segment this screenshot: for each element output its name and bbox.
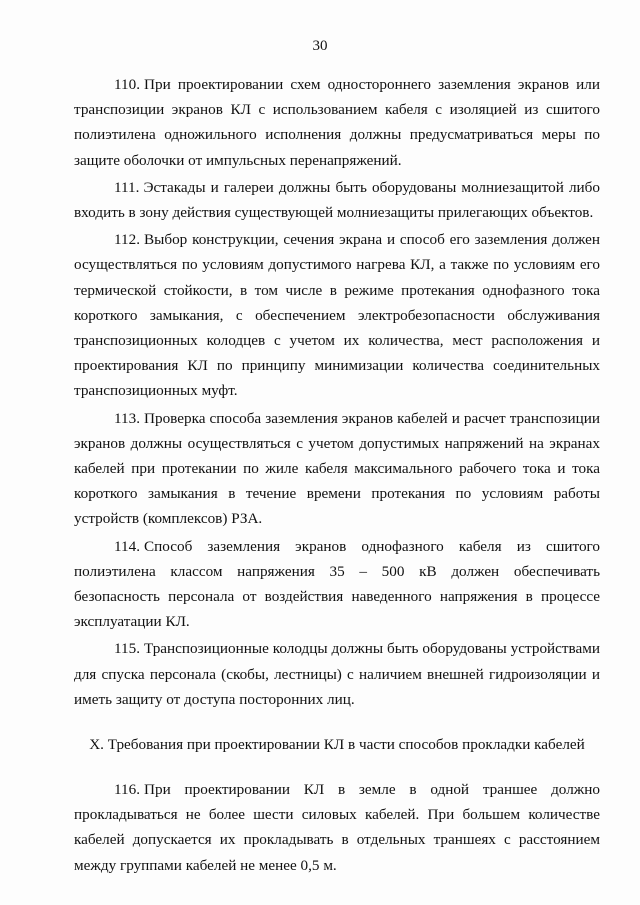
paragraph-number: 110. xyxy=(114,76,141,93)
paragraph-112 xyxy=(74,227,600,403)
paragraph-number: 111. xyxy=(114,178,140,196)
page-number: 30 xyxy=(312,38,328,54)
paragraph-115 xyxy=(74,636,600,712)
paragraph-number: 113. xyxy=(114,409,141,427)
paragraph-number: 112. xyxy=(114,231,141,249)
paragraph-number: 114. xyxy=(114,537,141,555)
paragraph-text: Проверка способа заземления экранов кабелей и расчет транспозиции экранов должны осуществляться с учетом допустимых напряжений на экранах кабелей при протекании по жиле кабеля максимального рабочего тока и тока короткого замыкания в течение времени протекания по условиям работы устройств (комплексов) РЗА. xyxy=(74,409,600,528)
paragraph-116 xyxy=(74,777,600,878)
section-heading: X. Требования при проектировании КЛ в части способов прокладки кабелей xyxy=(89,736,585,754)
paragraph-text: Выбор конструкции, сечения экрана и способ его заземления должен осуществляться по условиям допустимого нагрева КЛ, а также по условиям его термической стойкости, в том числе в режиме протекания однофазного тока короткого замыкания, с обеспечением электробезопасности обслуживания транспозиционных колодцев с учетом их количества, мест расположения и проектирования КЛ по принципу минимизации количества соединительных транспозиционных муфт. xyxy=(74,231,600,400)
paragraph-text: Транспозиционные колодцы должны быть оборудованы устройствами для спуска персонала (скобы, лестницы) с наличием внешней гидроизоляции и иметь защиту от доступа посторонних лиц. xyxy=(74,640,600,708)
paragraph-111 xyxy=(74,175,600,225)
paragraph-number: 115. xyxy=(114,640,141,658)
paragraph-113 xyxy=(74,406,600,532)
paragraph-110 xyxy=(74,72,600,173)
paragraph-text: При проектировании схем одностороннего заземления экранов или транспозиции экранов КЛ с использованием кабеля с изоляцией из сшитого полиэтилена одножильного исполнения должны предусматриваться меры по защите оболочки от импульсных перенапряжений. xyxy=(74,76,600,169)
document-body xyxy=(74,72,600,880)
paragraph-number: 116. xyxy=(114,781,141,799)
paragraph-text: При проектировании КЛ в земле в одной траншее должно прокладываться не более шести силовых кабелей. При большем количестве кабелей допускается их прокладывать в отдельных траншеях с расстоянием между группами кабелей не менее 0,5 м. xyxy=(74,781,600,874)
paragraph-text: Способ заземления экранов однофазного кабеля из сшитого полиэтилена классом напряжения 35 – 500 кВ должен обеспечивать безопасность персонала от воздействия наведенного напряжения в процессе эксплуатации КЛ. xyxy=(74,537,600,631)
paragraph-text: Эстакады и галереи должны быть оборудованы молниезащитой либо входить в зону действия существующей молниезащиты прилегающих объектов. xyxy=(74,178,600,222)
paragraph-114 xyxy=(74,534,600,635)
